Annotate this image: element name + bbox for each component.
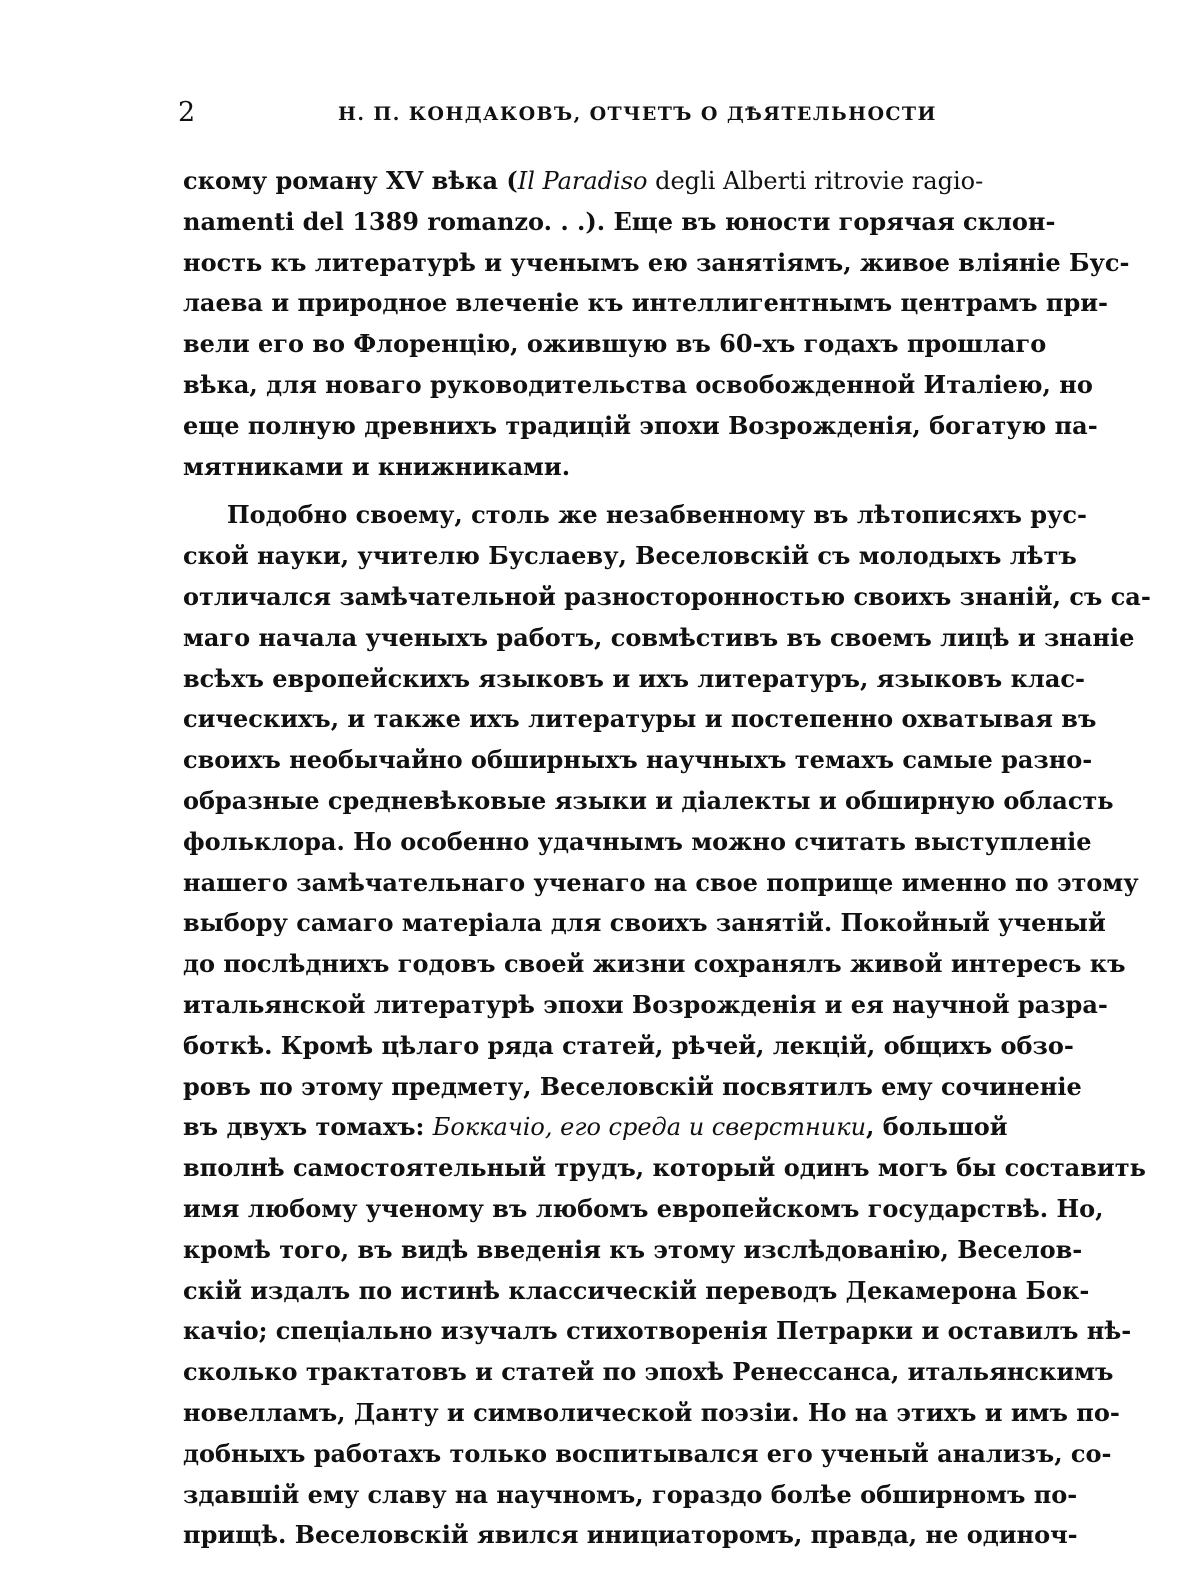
italic-title: Боккачіо, его среда и сверстники — [432, 1113, 867, 1142]
paragraph — [183, 495, 1151, 1556]
text-line: ровъ по этому предмету, Веселовскій посвятилъ ему сочиненіе — [183, 1071, 1082, 1101]
text-line: вели его во Флоренцію, ожившую въ 60-хъ годахъ прошлаго — [183, 329, 1047, 359]
text-line: всѣхъ европейскихъ языковъ и ихъ литературъ, языковъ клас- — [183, 663, 1085, 693]
italic-title: Il Paradiso — [517, 167, 648, 195]
text-span: скому роману XV вѣка ( — [183, 166, 518, 195]
text-line: сколько трактатовъ и статей по эпохѣ Ренессанса, итальянскимъ — [183, 1357, 1114, 1387]
text-line: здавшій ему славу на научномъ, гораздо болѣе обширномъ по- — [183, 1479, 1078, 1509]
text-line — [183, 161, 983, 202]
text-line: сическихъ, и также ихъ литературы и постепенно охватывая въ — [183, 704, 1097, 734]
text-line: ность къ литературѣ и ученымъ ею занятіямъ, живое вліяніе Бус- — [183, 247, 1130, 277]
text-line: образные средневѣковые языки и діалекты и обширную область — [183, 785, 1114, 815]
paragraph — [183, 161, 1130, 487]
text-line: выбору самаго матеріала для своихъ занятій. Покойный ученый — [183, 908, 1106, 938]
paragraph-break — [183, 487, 983, 495]
text-line: фольклора. Но особенно удачнымъ можно считать выступленіе — [183, 826, 1092, 856]
text-line: добныхъ работахъ только воспитывался его ученый анализъ, со- — [183, 1438, 1112, 1468]
text-line: лаева и природное влеченіе къ интеллигентнымъ центрамъ при- — [183, 288, 1109, 318]
page-header — [178, 96, 988, 136]
text-line: вполнѣ самостоятельный трудъ, который одинъ могъ бы составить — [183, 1153, 1146, 1183]
text-line: имя любому ученому въ любомъ европейскомъ государствѣ. Но, — [183, 1193, 1104, 1223]
text-line: итальянской литературѣ эпохи Возрожденія и ея научной разра- — [183, 989, 1108, 1019]
text-line: Подобно своему, столь же незабвенному въ лѣтописяхъ рус- — [227, 500, 1088, 530]
text-span: въ двухъ томахъ: — [183, 1112, 433, 1142]
text-line: еще полную древнихъ традицій эпохи Возрожденія, богатую па- — [183, 410, 1098, 440]
text-line — [183, 1107, 1008, 1148]
text-span: degli Alberti ritrovie ragio- — [647, 167, 984, 195]
text-line: маго начала ученыхъ работъ, совмѣстивъ въ своемъ лицѣ и знаніе — [183, 622, 1135, 652]
running-head: Н. П. КОНДАКОВЪ, ОТЧЕТЪ О ДѢЯТЕЛЬНОСТИ — [338, 103, 937, 125]
text-line: до послѣднихъ годовъ своей жизни сохранялъ живой интересъ къ — [183, 949, 1126, 979]
text-line: своихъ необычайно обширныхъ научныхъ темахъ самые разно- — [183, 745, 1093, 775]
text-line: мятниками и книжниками. — [183, 451, 571, 481]
text-line: новелламъ, Данту и символической поэзіи. Но на этихъ и имъ по- — [183, 1397, 1120, 1427]
page-number: 2 — [178, 97, 196, 128]
text-line: вѣка, для новаго руководительства освобожденной Италіею, но — [183, 369, 1093, 399]
text-line: качіо; спеціально изучалъ стихотворенія Петрарки и оставилъ нѣ- — [183, 1316, 1132, 1346]
text-span: , большой — [866, 1112, 1008, 1142]
text-line: отличался замѣчательной разносторонностью своихъ знаній, съ са- — [183, 581, 1151, 611]
text-line: ской науки, учителю Буслаеву, Веселовскій съ молодыхъ лѣтъ — [183, 541, 1077, 571]
text-line: прищѣ. Веселовскій явился инициаторомъ, правда, не одиноч- — [183, 1520, 1078, 1550]
text-line: namenti del 1389 romanzo. . .). Еще въ юности горячая склон- — [183, 206, 1056, 236]
text-line: кромѣ того, въ видѣ введенія къ этому изслѣдованію, Веселов- — [183, 1234, 1083, 1264]
text-line: нашего замѣчательнаго ученаго на свое поприще именно по этому — [183, 867, 1139, 897]
text-line: боткѣ. Кромѣ цѣлаго ряда статей, рѣчей, лекцій, общихъ обзо- — [183, 1030, 1074, 1060]
text-line: скій издалъ по истинѣ классическій переводъ Декамерона Бок- — [183, 1275, 1090, 1305]
body-text — [183, 161, 1151, 1556]
